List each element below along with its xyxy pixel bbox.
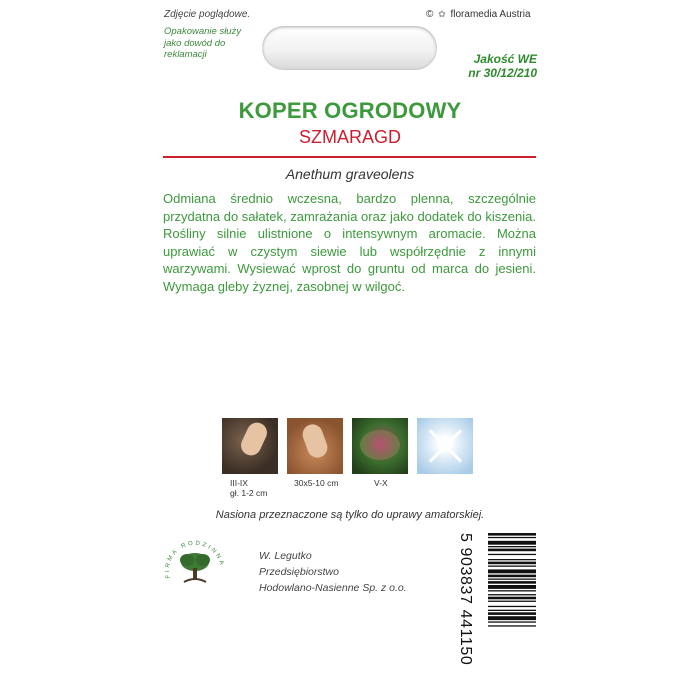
sowing-depth: gł. 1-2 cm bbox=[230, 488, 268, 498]
producer-line-2: Przedsiębiorstwo bbox=[259, 566, 339, 578]
floramedia-logo-icon: ✿ bbox=[438, 9, 446, 19]
packet-window bbox=[262, 26, 437, 70]
producer-line-3: Hodowlano-Nasienne Sp. z o.o. bbox=[259, 582, 407, 594]
spacing-label: 30x5-10 cm bbox=[294, 478, 339, 488]
sowing-label bbox=[230, 478, 267, 498]
product-name: KOPER OGRODOWY bbox=[238, 98, 462, 123]
title-divider bbox=[163, 156, 536, 158]
spacing-photo-icon bbox=[287, 418, 343, 474]
quality-line-1: Jakość WE bbox=[473, 52, 537, 66]
quality-mark bbox=[468, 52, 537, 80]
ean-number: 5 903837 441150 bbox=[457, 533, 474, 666]
harvest-label: V-X bbox=[374, 478, 388, 488]
producer-name: W. Legutko bbox=[259, 550, 312, 562]
family-firm-emblem-icon bbox=[160, 532, 230, 598]
amateur-note: Nasiona przeznaczone są tylko do uprawy amatorskiej. bbox=[215, 509, 485, 521]
emblem-text: FIRMA RODZINNA bbox=[164, 540, 225, 579]
brand-credit bbox=[426, 9, 531, 20]
harvest-photo-icon bbox=[352, 418, 408, 474]
sowing-photo-icon bbox=[222, 418, 278, 474]
complaint-disclaimer: Opakowanie służy jako dowód do reklamacji bbox=[164, 26, 242, 60]
producer-info bbox=[259, 548, 407, 596]
brand-name: floramedia Austria bbox=[450, 9, 531, 20]
latin-name: Anethum graveolens bbox=[285, 166, 415, 182]
barcode-icon bbox=[488, 533, 536, 661]
sowing-months: III-IX bbox=[230, 478, 248, 488]
quality-line-2: nr 30/12/210 bbox=[468, 66, 537, 80]
copyright-icon: © bbox=[426, 9, 434, 20]
photo-note: Zdjęcie poglądowe. bbox=[164, 9, 251, 20]
sun-icon bbox=[417, 418, 473, 474]
product-description: Odmiana średnio wczesna, bardzo plenna, szczególnie przydatna do sałatek, zamrażania oraz jako dodatek do kiszenia. Rośliny silnie ulistnione o intensywnym aromacie. Można uprawiać w czystym siewie lub współrzędnie z innymi warzywami. Wysiewać wprost do gruntu od marca do jesieni. Wymaga gleby żyznej, zasobnej w wilgoć. bbox=[163, 191, 536, 294]
variety-name: SZMARAGD bbox=[298, 127, 401, 147]
